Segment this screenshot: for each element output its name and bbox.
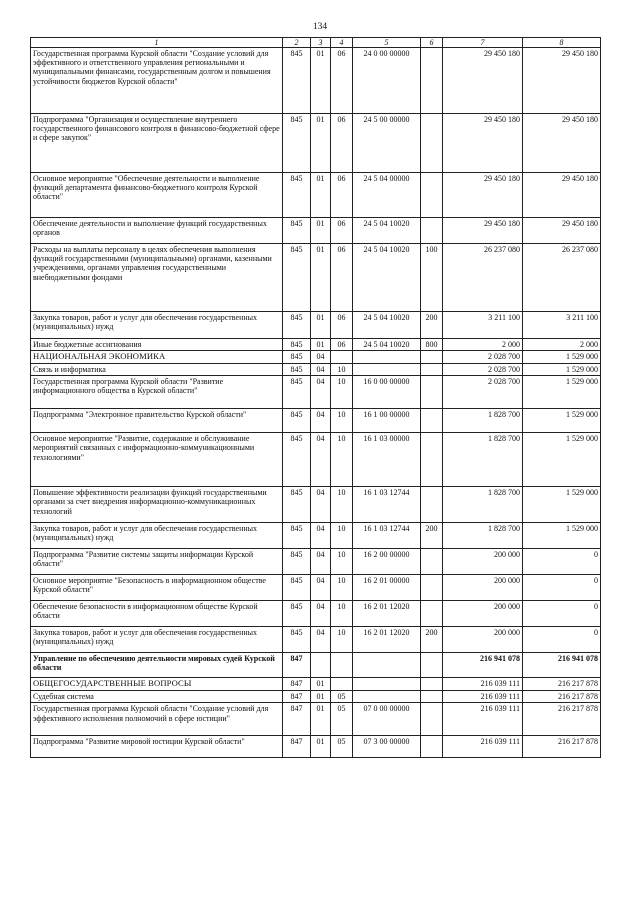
expense-type-cell bbox=[421, 678, 443, 691]
target-article-cell: 24 5 04 00000 bbox=[353, 173, 421, 218]
subsection-code-cell: 06 bbox=[331, 218, 353, 244]
table-body bbox=[31, 48, 601, 758]
section-code-cell: 04 bbox=[311, 433, 331, 487]
subsection-code-cell: 05 bbox=[331, 691, 353, 703]
table-row bbox=[31, 549, 601, 575]
table-row bbox=[31, 339, 601, 351]
table-row bbox=[31, 575, 601, 601]
amount-year-2-cell: 1 529 000 bbox=[523, 376, 601, 409]
amount-year-1-cell: 216 039 111 bbox=[443, 736, 523, 758]
subsection-code-cell: 06 bbox=[331, 339, 353, 351]
table-row bbox=[31, 218, 601, 244]
amount-year-2-cell: 0 bbox=[523, 575, 601, 601]
expense-type-cell bbox=[421, 409, 443, 433]
target-article-cell bbox=[353, 678, 421, 691]
admin-code-cell: 845 bbox=[283, 487, 311, 523]
amount-year-2-cell: 29 450 180 bbox=[523, 218, 601, 244]
section-code-cell: 01 bbox=[311, 703, 331, 736]
column-header: 3 bbox=[311, 38, 331, 48]
target-article-cell: 16 2 01 12020 bbox=[353, 627, 421, 653]
subsection-code-cell bbox=[331, 351, 353, 364]
section-code-cell: 01 bbox=[311, 312, 331, 339]
target-article-cell: 16 0 00 00000 bbox=[353, 376, 421, 409]
target-article-cell: 16 1 00 00000 bbox=[353, 409, 421, 433]
target-article-cell bbox=[353, 364, 421, 376]
column-header: 6 bbox=[421, 38, 443, 48]
row-name-cell: Иные бюджетные ассигнования bbox=[31, 339, 283, 351]
amount-year-1-cell: 1 828 700 bbox=[443, 487, 523, 523]
subsection-code-cell: 05 bbox=[331, 703, 353, 736]
section-code-cell: 04 bbox=[311, 487, 331, 523]
admin-code-cell: 847 bbox=[283, 703, 311, 736]
amount-year-1-cell: 200 000 bbox=[443, 601, 523, 627]
amount-year-2-cell: 1 529 000 bbox=[523, 364, 601, 376]
target-article-cell bbox=[353, 653, 421, 678]
budget-table bbox=[30, 37, 601, 758]
admin-code-cell: 845 bbox=[283, 244, 311, 312]
table-row bbox=[31, 48, 601, 114]
column-header: 4 bbox=[331, 38, 353, 48]
amount-year-2-cell: 216 217 878 bbox=[523, 736, 601, 758]
amount-year-2-cell: 216 217 878 bbox=[523, 703, 601, 736]
column-header: 5 bbox=[353, 38, 421, 48]
subsection-code-cell: 10 bbox=[331, 627, 353, 653]
row-name-cell: Подпрограмма "Электронное правительство Курской области" bbox=[31, 409, 283, 433]
row-name-cell: Основное мероприятие "Развитие, содержание и обслуживание мероприятий связанных с информационно-коммуникационными технологиями" bbox=[31, 433, 283, 487]
amount-year-1-cell: 216 039 111 bbox=[443, 691, 523, 703]
subsection-code-cell: 06 bbox=[331, 312, 353, 339]
table-row bbox=[31, 351, 601, 364]
admin-code-cell: 847 bbox=[283, 678, 311, 691]
section-code-cell: 04 bbox=[311, 523, 331, 549]
section-code-cell: 04 bbox=[311, 409, 331, 433]
section-code-cell: 04 bbox=[311, 549, 331, 575]
expense-type-cell: 100 bbox=[421, 244, 443, 312]
target-article-cell: 24 5 00 00000 bbox=[353, 114, 421, 173]
amount-year-2-cell: 29 450 180 bbox=[523, 114, 601, 173]
admin-code-cell: 847 bbox=[283, 691, 311, 703]
subsection-code-cell bbox=[331, 653, 353, 678]
amount-year-1-cell: 216 941 078 bbox=[443, 653, 523, 678]
row-name-cell: Судебная система bbox=[31, 691, 283, 703]
subsection-code-cell: 10 bbox=[331, 487, 353, 523]
section-code-cell: 01 bbox=[311, 678, 331, 691]
target-article-cell: 16 2 01 00000 bbox=[353, 575, 421, 601]
amount-year-2-cell: 2 000 bbox=[523, 339, 601, 351]
target-article-cell: 16 1 03 00000 bbox=[353, 433, 421, 487]
admin-code-cell: 847 bbox=[283, 736, 311, 758]
section-code-cell bbox=[311, 653, 331, 678]
expense-type-cell bbox=[421, 433, 443, 487]
row-name-cell: Повышение эффективности реализации функций государственными органами за счет внедрения информационно-коммуникационных технологий bbox=[31, 487, 283, 523]
subsection-code-cell: 06 bbox=[331, 173, 353, 218]
amount-year-1-cell: 1 828 700 bbox=[443, 409, 523, 433]
row-name-cell: Расходы на выплаты персоналу в целях обеспечения выполнения функций государственными (муниципальными) органами, казенными учреждениями, органами управления государственными внебюджетными фондами bbox=[31, 244, 283, 312]
column-header: 7 bbox=[443, 38, 523, 48]
subsection-code-cell: 06 bbox=[331, 114, 353, 173]
expense-type-cell bbox=[421, 575, 443, 601]
target-article-cell: 24 5 04 10020 bbox=[353, 218, 421, 244]
subsection-code-cell: 10 bbox=[331, 575, 353, 601]
section-code-cell: 01 bbox=[311, 736, 331, 758]
amount-year-1-cell: 2 028 700 bbox=[443, 376, 523, 409]
target-article-cell: 16 1 03 12744 bbox=[353, 487, 421, 523]
amount-year-2-cell: 3 211 100 bbox=[523, 312, 601, 339]
subsection-code-cell: 10 bbox=[331, 601, 353, 627]
admin-code-cell: 845 bbox=[283, 312, 311, 339]
subsection-code-cell: 10 bbox=[331, 364, 353, 376]
amount-year-1-cell: 200 000 bbox=[443, 575, 523, 601]
row-name-cell: Закупка товаров, работ и услуг для обеспечения государственных (муниципальных) нужд bbox=[31, 523, 283, 549]
expense-type-cell bbox=[421, 691, 443, 703]
section-code-cell: 01 bbox=[311, 173, 331, 218]
admin-code-cell: 845 bbox=[283, 173, 311, 218]
amount-year-1-cell: 29 450 180 bbox=[443, 114, 523, 173]
subsection-code-cell: 06 bbox=[331, 244, 353, 312]
row-name-cell: Основное мероприятие "Обеспечение деятельности и выполнение функций департамента финансово-бюджетного контроля Курской области" bbox=[31, 173, 283, 218]
subsection-code-cell: 10 bbox=[331, 523, 353, 549]
admin-code-cell: 845 bbox=[283, 601, 311, 627]
amount-year-1-cell: 1 828 700 bbox=[443, 523, 523, 549]
admin-code-cell: 845 bbox=[283, 364, 311, 376]
subsection-code-cell: 10 bbox=[331, 409, 353, 433]
amount-year-2-cell: 1 529 000 bbox=[523, 351, 601, 364]
amount-year-1-cell: 3 211 100 bbox=[443, 312, 523, 339]
section-code-cell: 01 bbox=[311, 244, 331, 312]
admin-code-cell: 847 bbox=[283, 653, 311, 678]
section-code-cell: 04 bbox=[311, 601, 331, 627]
amount-year-2-cell: 1 529 000 bbox=[523, 523, 601, 549]
expense-type-cell bbox=[421, 653, 443, 678]
row-name-cell: Государственная программа Курской области "Создание условий для эффективного исполнения полномочий в сфере юстиции" bbox=[31, 703, 283, 736]
section-code-cell: 01 bbox=[311, 691, 331, 703]
section-code-cell: 04 bbox=[311, 351, 331, 364]
table-row bbox=[31, 433, 601, 487]
amount-year-2-cell: 216 217 878 bbox=[523, 678, 601, 691]
row-name-cell: Подпрограмма "Организация и осуществление внутреннего государственного финансового контроля в финансово-бюджетной сфере и сфере закупок" bbox=[31, 114, 283, 173]
target-article-cell: 24 5 04 10020 bbox=[353, 312, 421, 339]
admin-code-cell: 845 bbox=[283, 523, 311, 549]
row-name-cell: Связь и информатика bbox=[31, 364, 283, 376]
amount-year-1-cell: 216 039 111 bbox=[443, 703, 523, 736]
expense-type-cell bbox=[421, 218, 443, 244]
amount-year-1-cell: 29 450 180 bbox=[443, 173, 523, 218]
table-row bbox=[31, 601, 601, 627]
row-name-cell: Закупка товаров, работ и услуг для обеспечения государственных (муниципальных) нужд bbox=[31, 312, 283, 339]
table-row bbox=[31, 736, 601, 758]
table-row bbox=[31, 364, 601, 376]
section-code-cell: 01 bbox=[311, 114, 331, 173]
table-row bbox=[31, 114, 601, 173]
target-article-cell: 16 2 01 12020 bbox=[353, 601, 421, 627]
page-number: 134 bbox=[312, 22, 328, 32]
column-header: 1 bbox=[31, 38, 283, 48]
expense-type-cell bbox=[421, 549, 443, 575]
table-row bbox=[31, 312, 601, 339]
amount-year-2-cell: 0 bbox=[523, 601, 601, 627]
amount-year-1-cell: 29 450 180 bbox=[443, 218, 523, 244]
row-name-cell: НАЦИОНАЛЬНАЯ ЭКОНОМИКА bbox=[31, 351, 283, 364]
amount-year-1-cell: 200 000 bbox=[443, 627, 523, 653]
amount-year-1-cell: 2 028 700 bbox=[443, 364, 523, 376]
table-row bbox=[31, 376, 601, 409]
target-article-cell: 24 5 04 10020 bbox=[353, 339, 421, 351]
section-code-cell: 04 bbox=[311, 627, 331, 653]
amount-year-1-cell: 2 000 bbox=[443, 339, 523, 351]
table-row bbox=[31, 691, 601, 703]
admin-code-cell: 845 bbox=[283, 218, 311, 244]
section-code-cell: 01 bbox=[311, 218, 331, 244]
subsection-code-cell: 10 bbox=[331, 549, 353, 575]
expense-type-cell bbox=[421, 487, 443, 523]
table-row bbox=[31, 244, 601, 312]
subsection-code-cell: 06 bbox=[331, 48, 353, 114]
target-article-cell: 24 5 04 10020 bbox=[353, 244, 421, 312]
row-name-cell: Подпрограмма "Развитие системы защиты информации Курской области" bbox=[31, 549, 283, 575]
section-code-cell: 01 bbox=[311, 339, 331, 351]
row-name-cell: Обеспечение деятельности и выполнение функций государственных органов bbox=[31, 218, 283, 244]
expense-type-cell bbox=[421, 351, 443, 364]
row-name-cell: Обеспечение безопасности в информационном обществе Курской области bbox=[31, 601, 283, 627]
table-row bbox=[31, 523, 601, 549]
table-row bbox=[31, 627, 601, 653]
table-row bbox=[31, 487, 601, 523]
admin-code-cell: 845 bbox=[283, 627, 311, 653]
table-row bbox=[31, 678, 601, 691]
amount-year-2-cell: 1 529 000 bbox=[523, 433, 601, 487]
row-name-cell: Государственная программа Курской области "Создание условий для эффективного и ответственного управления региональными и муниципальными финансами, государственным долгом и повышения устойчивости бюджетов Курской области" bbox=[31, 48, 283, 114]
section-code-cell: 04 bbox=[311, 376, 331, 409]
expense-type-cell: 200 bbox=[421, 523, 443, 549]
expense-type-cell: 200 bbox=[421, 627, 443, 653]
target-article-cell bbox=[353, 691, 421, 703]
amount-year-1-cell: 216 039 111 bbox=[443, 678, 523, 691]
column-header: 8 bbox=[523, 38, 601, 48]
target-article-cell: 24 0 00 00000 bbox=[353, 48, 421, 114]
amount-year-2-cell: 216 217 878 bbox=[523, 691, 601, 703]
column-header: 2 bbox=[283, 38, 311, 48]
subsection-code-cell: 10 bbox=[331, 376, 353, 409]
amount-year-2-cell: 0 bbox=[523, 549, 601, 575]
subsection-code-cell: 10 bbox=[331, 433, 353, 487]
amount-year-1-cell: 200 000 bbox=[443, 549, 523, 575]
expense-type-cell bbox=[421, 376, 443, 409]
table-row bbox=[31, 409, 601, 433]
amount-year-2-cell: 216 941 078 bbox=[523, 653, 601, 678]
amount-year-1-cell: 2 028 700 bbox=[443, 351, 523, 364]
row-name-cell: ОБЩЕГОСУДАРСТВЕННЫЕ ВОПРОСЫ bbox=[31, 678, 283, 691]
amount-year-2-cell: 1 529 000 bbox=[523, 409, 601, 433]
row-name-cell: Закупка товаров, работ и услуг для обеспечения государственных (муниципальных) нужд bbox=[31, 627, 283, 653]
amount-year-1-cell: 26 237 080 bbox=[443, 244, 523, 312]
target-article-cell bbox=[353, 351, 421, 364]
admin-code-cell: 845 bbox=[283, 114, 311, 173]
table-row bbox=[31, 173, 601, 218]
row-name-cell: Подпрограмма "Развитие мировой юстиции Курской области" bbox=[31, 736, 283, 758]
expense-type-cell bbox=[421, 736, 443, 758]
amount-year-2-cell: 29 450 180 bbox=[523, 48, 601, 114]
admin-code-cell: 845 bbox=[283, 409, 311, 433]
expense-type-cell bbox=[421, 48, 443, 114]
section-code-cell: 04 bbox=[311, 575, 331, 601]
expense-type-cell bbox=[421, 364, 443, 376]
table-row bbox=[31, 703, 601, 736]
admin-code-cell: 845 bbox=[283, 351, 311, 364]
admin-code-cell: 845 bbox=[283, 433, 311, 487]
admin-code-cell: 845 bbox=[283, 339, 311, 351]
target-article-cell: 07 3 00 00000 bbox=[353, 736, 421, 758]
admin-code-cell: 845 bbox=[283, 549, 311, 575]
section-code-cell: 01 bbox=[311, 48, 331, 114]
admin-code-cell: 845 bbox=[283, 376, 311, 409]
table-row bbox=[31, 653, 601, 678]
target-article-cell: 07 0 00 00000 bbox=[353, 703, 421, 736]
amount-year-2-cell: 1 529 000 bbox=[523, 487, 601, 523]
target-article-cell: 16 1 03 12744 bbox=[353, 523, 421, 549]
admin-code-cell: 845 bbox=[283, 48, 311, 114]
subsection-code-cell: 05 bbox=[331, 736, 353, 758]
amount-year-2-cell: 26 237 080 bbox=[523, 244, 601, 312]
amount-year-2-cell: 29 450 180 bbox=[523, 173, 601, 218]
row-name-cell: Государственная программа Курской области "Развитие информационного общества в Курской области" bbox=[31, 376, 283, 409]
expense-type-cell bbox=[421, 173, 443, 218]
expense-type-cell bbox=[421, 703, 443, 736]
row-name-cell: Основное мероприятие "Безопасность в информационном обществе Курской области" bbox=[31, 575, 283, 601]
amount-year-1-cell: 1 828 700 bbox=[443, 433, 523, 487]
expense-type-cell: 200 bbox=[421, 312, 443, 339]
row-name-cell: Управление по обеспечению деятельности мировых судей Курской области bbox=[31, 653, 283, 678]
target-article-cell: 16 2 00 00000 bbox=[353, 549, 421, 575]
section-code-cell: 04 bbox=[311, 364, 331, 376]
amount-year-2-cell: 0 bbox=[523, 627, 601, 653]
amount-year-1-cell: 29 450 180 bbox=[443, 48, 523, 114]
admin-code-cell: 845 bbox=[283, 575, 311, 601]
expense-type-cell bbox=[421, 601, 443, 627]
expense-type-cell: 800 bbox=[421, 339, 443, 351]
expense-type-cell bbox=[421, 114, 443, 173]
subsection-code-cell bbox=[331, 678, 353, 691]
column-number-row bbox=[31, 38, 601, 48]
